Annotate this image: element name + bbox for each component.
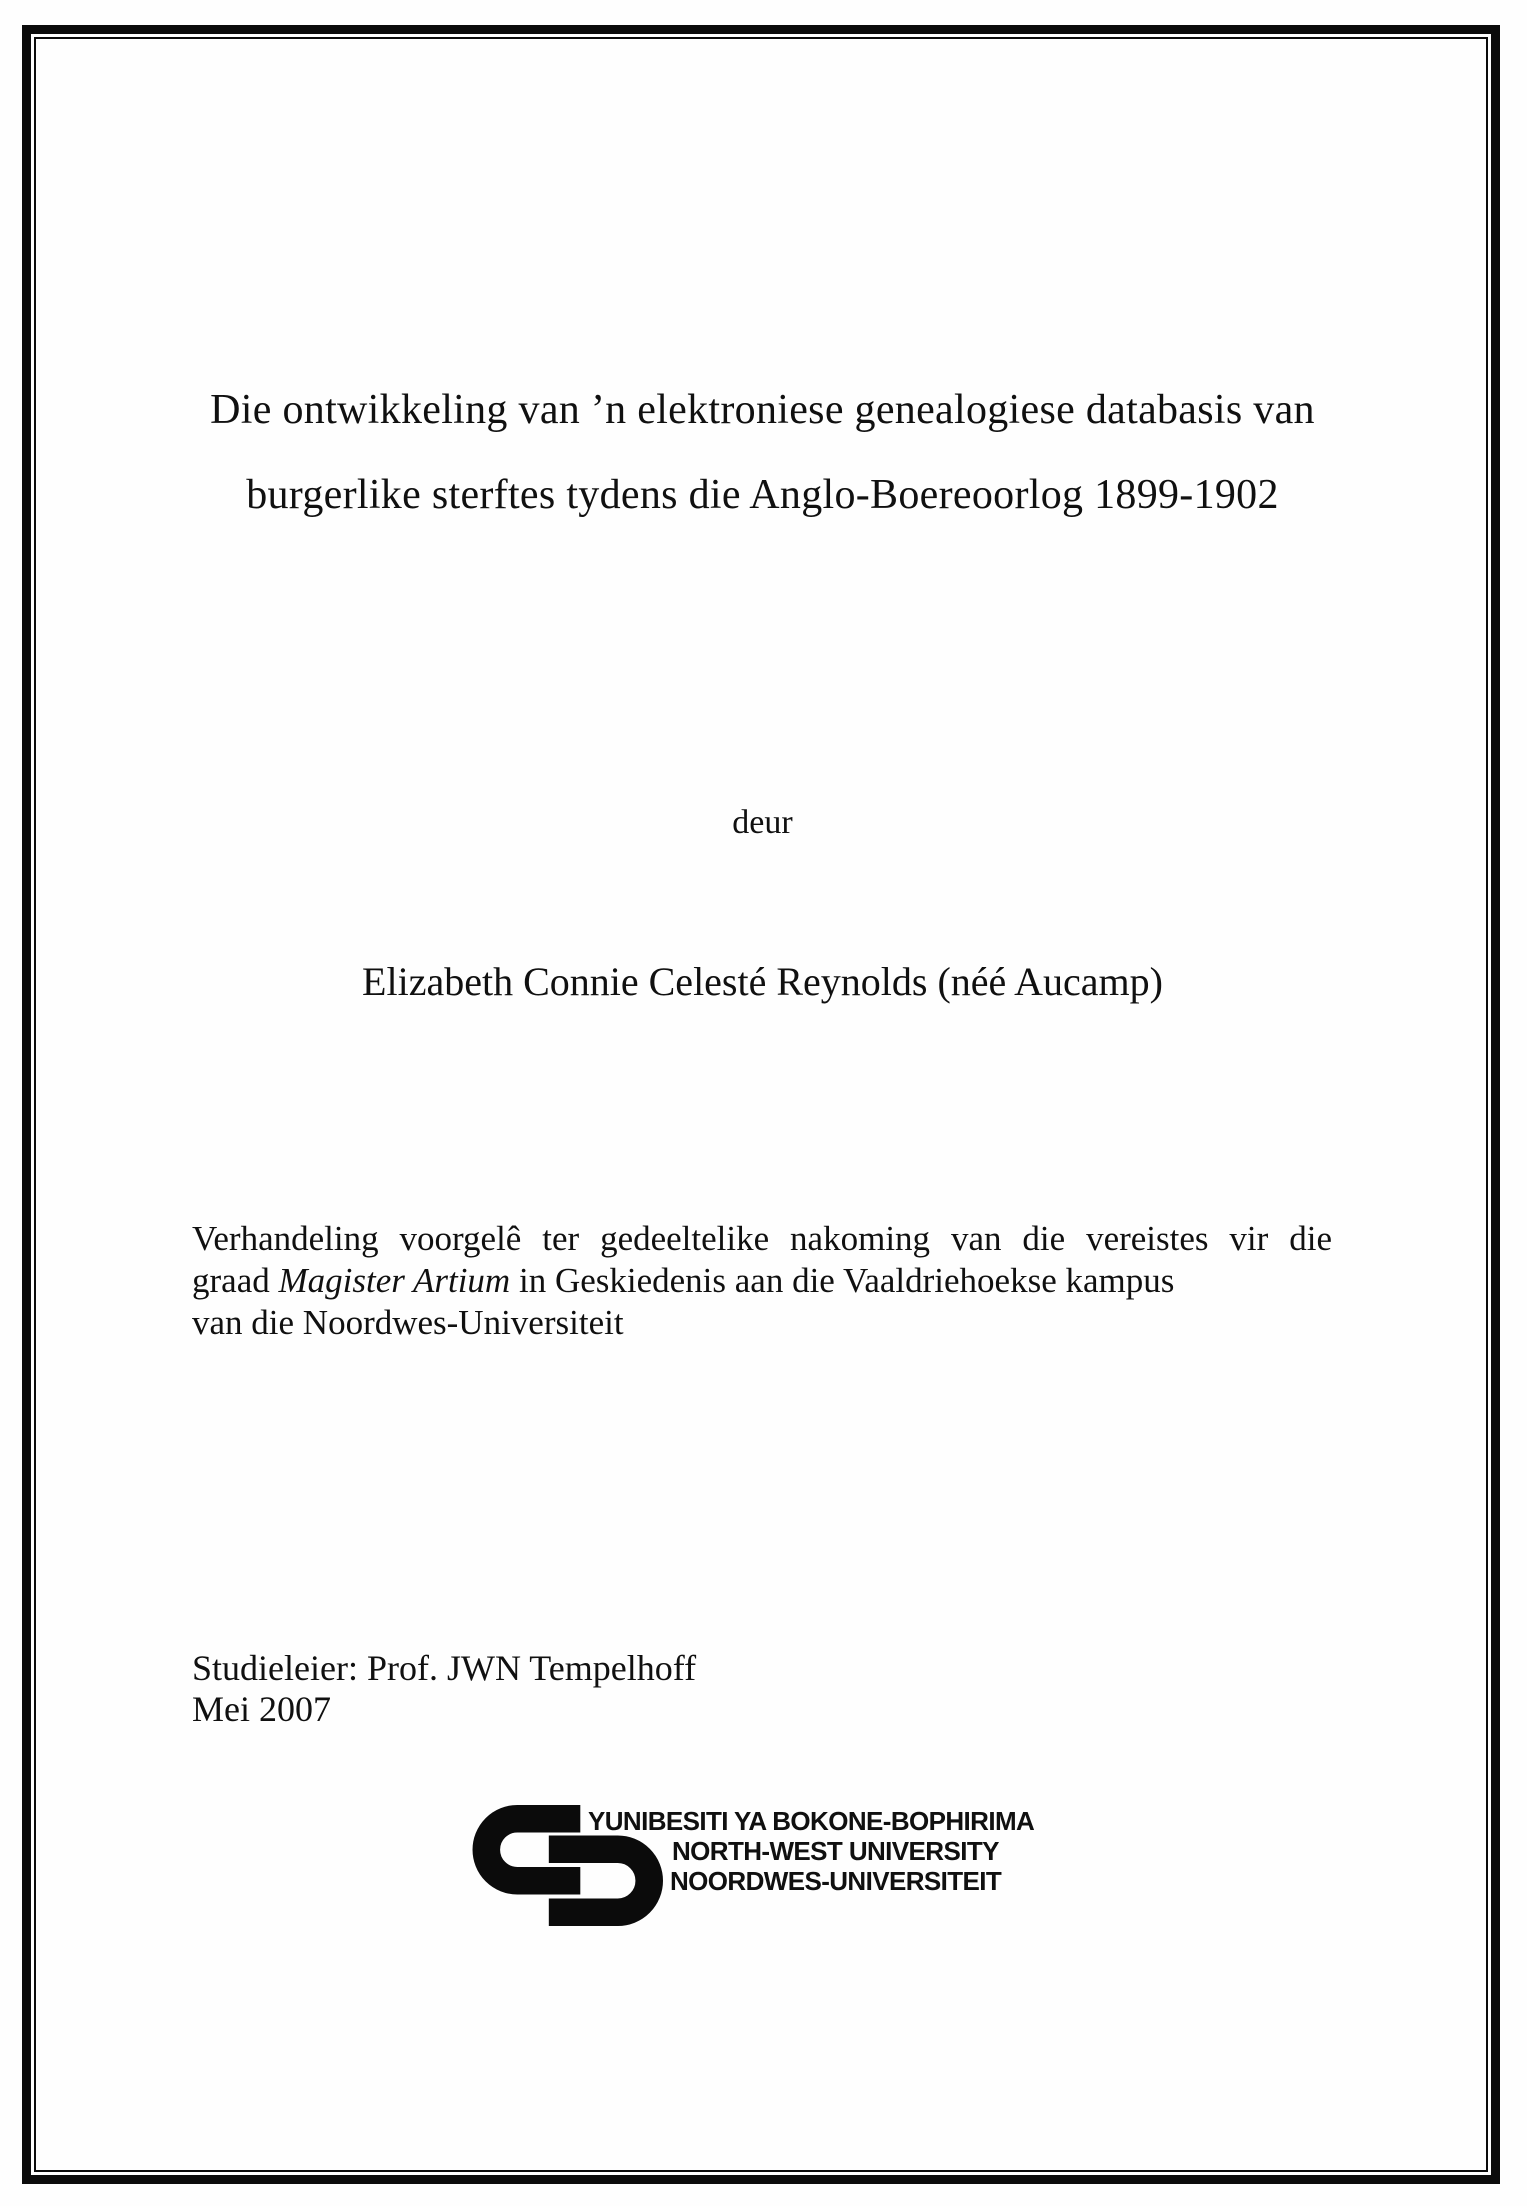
thesis-title: [192, 368, 1333, 538]
logo-line-setswana: YUNIBESITI YA BOKONE-BOPHIRIMA: [588, 1806, 1035, 1836]
byline-label: deur: [732, 804, 793, 841]
logo-line-afrikaans: NOORDWES-UNIVERSITEIT: [670, 1866, 1002, 1896]
statement-line-1: Verhandeling voorgelê ter gedeeltelike nakoming van die vereistes vir die: [192, 1219, 1332, 1258]
degree-name: Magister Artium: [278, 1261, 511, 1300]
logo-line-english: NORTH-WEST UNIVERSITY: [672, 1836, 999, 1866]
statement-line-2-before: graad: [192, 1261, 279, 1300]
date-line: Mei 2007: [192, 1689, 331, 1729]
author-name: Elizabeth Connie Celesté Reynolds (néé Aucamp): [362, 959, 1163, 1004]
title-line-1: Die ontwikkeling van ’n elektroniese genealogiese databasis van: [210, 387, 1315, 433]
nwu-logo: [470, 1800, 1110, 1960]
statement-line-3: van die Noordwes-Universiteit: [192, 1303, 624, 1342]
title-line-2: burgerlike sterftes tydens die Anglo-Boereoorlog 1899-1902: [246, 472, 1279, 518]
supervisor-block: [192, 1648, 696, 1730]
statement-line-2-after: in Geskiedenis aan die Vaaldriehoekse kampus: [510, 1261, 1175, 1300]
thesis-statement: [192, 1218, 1332, 1344]
supervisor-line: Studieleier: Prof. JWN Tempelhoff: [192, 1648, 697, 1688]
statement-line-2: [192, 1260, 1332, 1302]
nwu-logo-text: [588, 1806, 1034, 1896]
